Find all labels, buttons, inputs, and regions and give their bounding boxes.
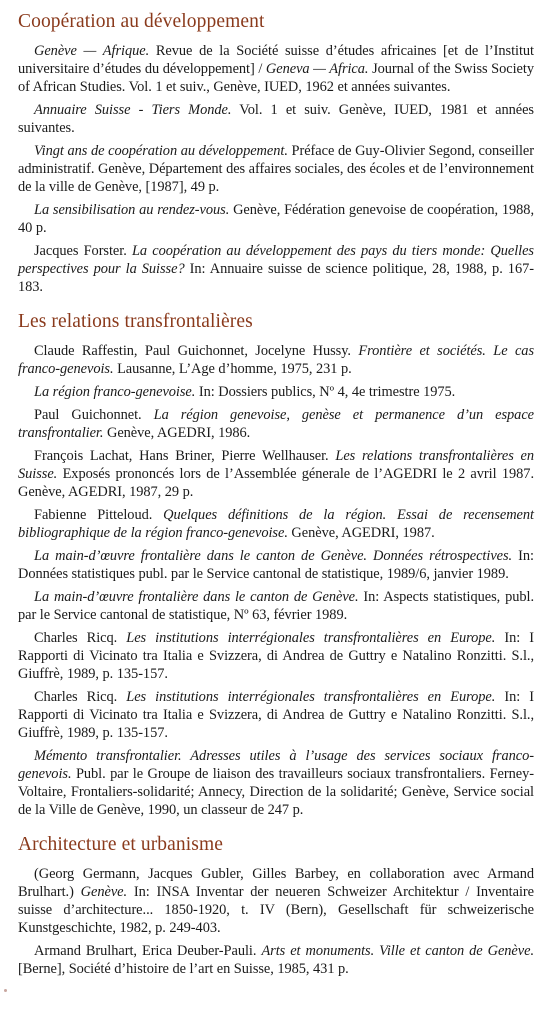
entry-title-text: Mémento transfrontalier. Adresses utiles à l’usage des services sociaux franco-genevois.: [18, 748, 534, 782]
section: [18, 310, 534, 819]
bibliography-entry: [18, 447, 534, 501]
bibliography-entry: [18, 101, 534, 137]
entry-title-text: La main-d’œuvre frontalière dans le canton de Genève. Données rétrospectives.: [34, 548, 513, 564]
entry-title-text: Genève — Afrique.: [34, 43, 150, 59]
section-title: Architecture et urbanisme: [18, 834, 223, 855]
entry-title-text: Annuaire Suisse - Tiers Monde.: [34, 102, 232, 118]
entry-title-text: Quelques définitions de la région. Essai de recensement bibliographique de la région franco-genevoise.: [18, 507, 534, 541]
entry-text: Claude Raffestin, Paul Guichonnet, Jocelyne Hussy.: [34, 343, 359, 359]
section-title: Coopération au développement: [18, 11, 265, 32]
bibliography-entry: [18, 342, 534, 378]
entry-title-text: Frontière et sociétés. Le cas franco-genevois.: [18, 343, 535, 377]
entry-text: (Georg Germann, Jacques Gubler, Gilles Barbey, en collaboration avec Armand Brulhart.): [18, 866, 534, 900]
entry-text: Revue de la Société suisse d’études africaines [et de l’Institut universitaire d’études du développement] /: [18, 43, 535, 77]
entry-text: In: I Rapporti di Vicinato tra Italia e Svizzera, di Andrea de Guttry e Natalino Ronzitti. S.l., Giuffrè, 1989, p. 135-157.: [18, 630, 534, 682]
bibliography-entry: [18, 201, 534, 237]
entry-text: Armand Brulhart, Erica Deuber-Pauli.: [34, 943, 262, 959]
section: [18, 10, 534, 296]
bibliography-entry: [18, 942, 534, 978]
sections-container: [18, 10, 534, 978]
entry-text: Genève, AGEDRI, 1987.: [287, 525, 435, 541]
bibliography-entry: [18, 865, 534, 937]
entry-text: In: INSA Inventar der neueren Schweizer Architektur / Inventaire suisse d’architecture... 1850-1920, t. IV (Bern), Gesellschaft für schweizerische Kunstgeschichte, 1982, p. 249-403.: [18, 884, 534, 936]
entry-text: In: Aspects statistiques, publ. par le Service cantonal de statistique, Nº 63, février 1989.: [18, 589, 535, 623]
section-title: Les relations transfrontalières: [18, 311, 253, 332]
bibliography-entry: [18, 629, 534, 683]
entry-text: François Lachat, Hans Briner, Pierre Wellhauser.: [34, 448, 336, 464]
entry-title-text: La région franco-genevoise.: [34, 384, 196, 400]
entry-title-text: Vingt ans de coopération au développement.: [34, 143, 288, 159]
margin-mark: [4, 989, 7, 992]
bibliography-entry: [18, 383, 534, 401]
entry-title-text: Les institutions interrégionales transfrontalières en Europe.: [126, 630, 496, 646]
entry-title-text: La région genevoise, genèse et permanence d’un espace transfrontalier.: [18, 407, 534, 441]
bibliography-entry: [18, 547, 534, 583]
entry-text: Fabienne Pitteloud.: [34, 507, 164, 523]
entry-text: Lausanne, L’Age d’homme, 1975, 231 p.: [113, 361, 352, 377]
entry-text: Jacques Forster.: [34, 243, 132, 259]
entry-title-text: Genève.: [80, 884, 128, 900]
entry-text: Charles Ricq.: [34, 630, 127, 646]
entry-text: [Berne], Société d’histoire de l’art en Suisse, 1985, 431 p.: [18, 961, 349, 977]
entry-title-text: La sensibilisation au rendez-vous.: [34, 202, 230, 218]
entry-text: In: Annuaire suisse de science politique, 28, 1988, p. 167-183.: [18, 261, 534, 295]
entry-title-text: Les relations transfrontalières en Suisse.: [18, 448, 534, 482]
entry-text: Préface de Guy-Olivier Segond, conseiller administratif. Genève, Département des affaires sociales, des écoles et de l’environnement de la ville de Genève, [1987], 49 p.: [18, 143, 534, 195]
entry-title-text: Les institutions interrégionales transfrontalières en Europe.: [126, 689, 496, 705]
bibliography-entry: [18, 42, 534, 96]
entry-text: In: Dossiers publics, Nº 4, 4e trimestre 1975.: [195, 384, 456, 400]
bibliography-entry: [18, 142, 534, 196]
entry-text: Publ. par le Groupe de liaison des travailleurs sociaux transfrontaliers. Ferney-Voltaire, Frontaliers-solidarité; Annecy, Direction de la solidarité; Genève, Service social de la Ville de Genève, 1990, un classeur de 247 p.: [18, 766, 534, 818]
entry-text: Exposés prononcés lors de l’Assemblée génerale de l’AGEDRI le 2 avril 1987. Genève, AGEDRI, 1987, 29 p.: [18, 466, 534, 500]
entry-text: Vol. 1 et suiv. Genève, IUED, 1981 et années suivantes.: [18, 102, 534, 136]
entry-text: In: Données statistiques publ. par le Service cantonal de statistique, 1989/6, janvier 1989.: [18, 548, 534, 582]
bibliography-entry: [18, 242, 534, 296]
bibliography-entry: [18, 406, 534, 442]
bibliography-entry: [18, 688, 534, 742]
bibliography-entry: [18, 747, 534, 819]
entry-title-text: Geneva — Africa.: [265, 61, 369, 77]
entry-text: In: I Rapporti di Vicinato tra Italia e Svizzera, di Andrea de Guttry e Natalino Ronzitti. S.l., Giuffrè, 1989, p. 135-157.: [18, 689, 534, 741]
entry-title-text: La coopération au développement des pays du tiers monde: Quelles perspectives pour la Suisse?: [18, 243, 534, 277]
entry-text: Genève, AGEDRI, 1986.: [103, 425, 251, 441]
entry-title-text: Arts et monuments. Ville et canton de Genève.: [261, 943, 534, 959]
section: [18, 833, 534, 978]
entry-text: Genève, Fédération genevoise de coopération, 1988, 40 p.: [18, 202, 535, 236]
entry-title-text: La main-d’œuvre frontalière dans le canton de Genève.: [34, 589, 359, 605]
bibliography-entry: [18, 588, 534, 624]
entry-text: Journal of the Swiss Society of African Studies. Vol. 1 et suiv., Genève, IUED, 1962 et années suivantes.: [18, 61, 534, 95]
bibliography-entry: [18, 506, 534, 542]
entry-text: Charles Ricq.: [34, 689, 127, 705]
entry-text: Paul Guichonnet.: [34, 407, 154, 423]
